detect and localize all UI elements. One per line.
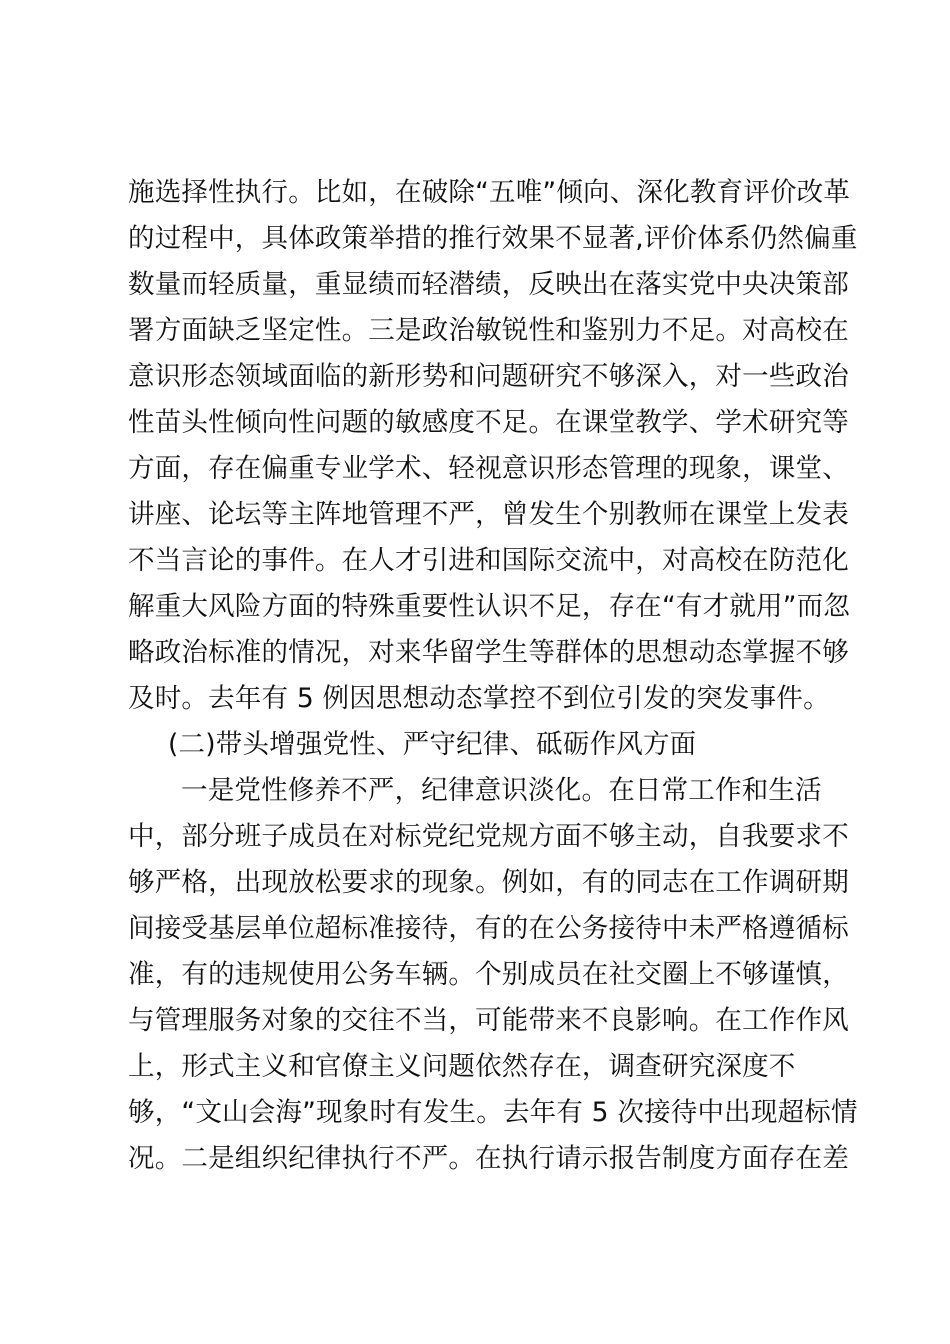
body-text-line: 的过程中，具体政策举措的推行效果不显著,评价体系仍然偏重 [128, 223, 858, 254]
body-text-line: 讲座、论坛等主阵地管理不严，曾发生个别教师在课堂上发表 [128, 499, 849, 530]
body-text-line: 与管理服务对象的交往不当，可能带来不良影响。在工作作风 [128, 1005, 849, 1036]
body-text-line: 上，形式主义和官僚主义问题依然存在，调查研究深度不 [128, 1051, 796, 1082]
body-text-line: 够，“文山会海”现象时有发生。去年有 5 次接待中出现超标情 [128, 1097, 858, 1128]
body-text-line: 中，部分班子成员在对标党纪党规方面不够主动，自我要求不 [128, 821, 849, 852]
body-text-line: 解重大风险方面的特殊重要性认识不足，存在“有才就用”而忽 [128, 591, 851, 622]
body-text-line: 署方面缺乏坚定性。三是政治敏锐性和鉴别力不足。对高校在 [128, 315, 849, 346]
paragraph-first-line: 一是党性修养不严，纪律意识淡化。在日常工作和生活 [181, 775, 822, 806]
body-text-line: 性苗头性倾向性问题的敏感度不足。在课堂教学、学术研究等 [128, 407, 849, 438]
body-text-line: 不当言论的事件。在人才引进和国际交流中，对高校在防范化 [128, 545, 849, 576]
body-text-line: 况。二是组织纪律执行不严。在执行请示报告制度方面存在差 [128, 1143, 849, 1174]
body-text-line: 施选择性执行。比如，在破除“五唯”倾向、深化教育评价改革 [128, 177, 851, 208]
body-text-line: 数量而轻质量，重显绩而轻潜绩，反映出在落实党中央决策部 [128, 269, 849, 300]
body-text-line: 意识形态领域面临的新形势和问题研究不够深入，对一些政治 [128, 361, 849, 392]
body-text-line: 略政治标准的情况，对来华留学生等群体的思想动态掌握不够 [128, 637, 849, 668]
body-text-line: 够严格，出现放松要求的现象。例如，有的同志在工作调研期 [128, 867, 849, 898]
body-text-line: 方面，存在偏重专业学术、轻视意识形态管理的现象，课堂、 [128, 453, 849, 484]
body-text-line: 间接受基层单位超标准接待，有的在公务接待中未严格遵循标 [128, 913, 849, 944]
body-text-line: 准，有的违规使用公务车辆。个别成员在社交圈上不够谨慎， [128, 959, 849, 990]
section-heading: (二)带头增强党性、严守纪律、砥砺作风方面 [168, 729, 697, 760]
body-text-line: 及时。去年有 5 例因思想动态掌控不到位引发的突发事件。 [128, 683, 830, 714]
